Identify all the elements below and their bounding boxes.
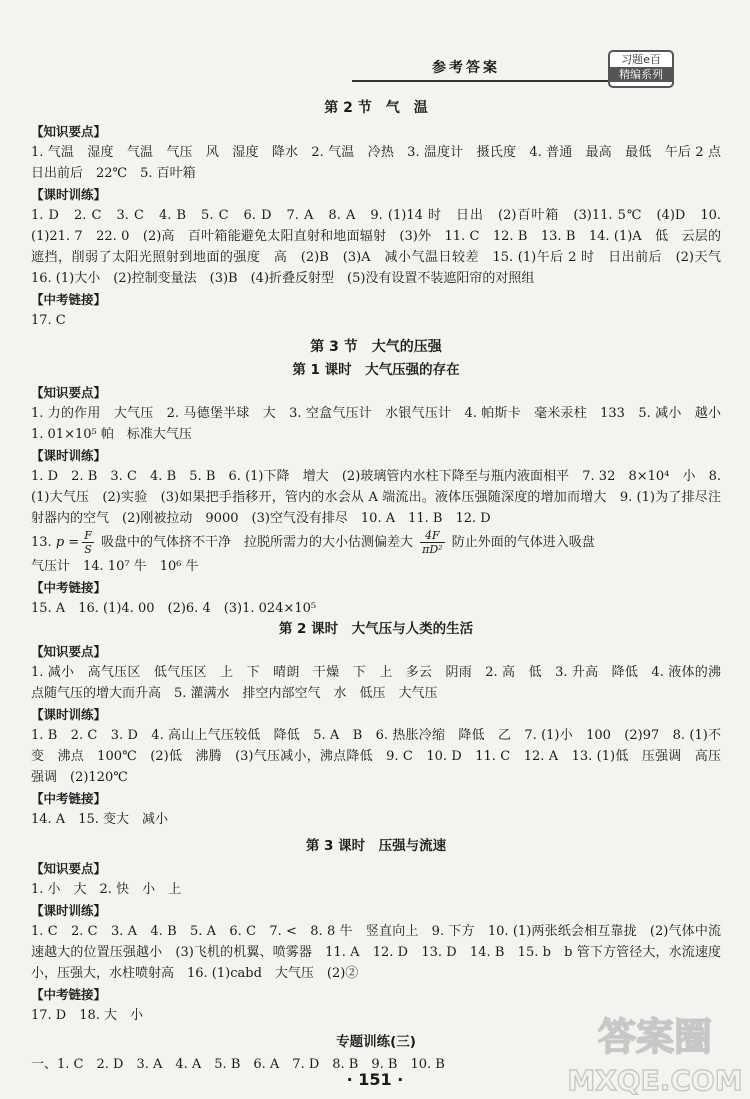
tag-exam-link: 【中考链接】 — [31, 987, 107, 1002]
lesson-training-answers: 1. C 2. C 3. A 4. B 5. A 6. C 7. < 8. 8 牛 竖直向上 9. 下方 10. (1)两张纸会相互靠拢 (2)气体中流速越大的位置压强越小 (3)飞机的机翼、喷雾器 11. A 12. D 13. D 14. B 15. b b 管下方管径大，水流速度小，压强大，水柱喷射高 16. (1)cabd 大气压 (2)② — [31, 924, 721, 981]
answer-content — [31, 98, 735, 1075]
exam-link-answers: 17. D 18. 大 小 — [31, 1008, 144, 1023]
header-title: 参考答案 — [432, 60, 500, 76]
page-header — [352, 52, 707, 84]
page-number: · 151 · — [346, 1070, 404, 1089]
fraction-4f-over-pi-d2 — [420, 529, 444, 556]
q13-purpose: 防止外面的气体进入吸盘 — [451, 535, 595, 550]
knowledge-points-answers: 1. 力的作用 大气压 2. 马德堡半球 大 3. 空盒气压计 水银气压计 4. 帕斯卡 毫米汞柱 133 5. 减小 越小 1. 01×10⁵ 帕 标准大气压 — [31, 406, 735, 442]
exam-link-answers: 14. A 15. 变大 减小 — [31, 812, 169, 827]
question-13-answer — [31, 529, 721, 556]
tag-lesson-training: 【课时训练】 — [31, 707, 107, 722]
question-13-tail: 气压计 14. 10⁷ 牛 10⁶ 牛 — [31, 559, 199, 574]
fraction-denominator: πD² — [422, 543, 443, 556]
header-rule — [352, 80, 610, 82]
special-training-answers: 一、1. C 2. D 3. A 4. A 5. B 6. A 7. D 8. B 9. B 10. B — [31, 1057, 445, 1072]
tag-lesson-training: 【课时训练】 — [31, 187, 107, 202]
lesson-training-answers: 1. B 2. C 3. D 4. 高山上气压较低 降低 5. A B 6. 热胀冷缩 降低 乙 7. (1)小 100 (2)97 8. (1)不变 沸点 100℃ (2)低 沸腾 (3)气压减小，沸点降低 9. C 10. D 11. C 12. A 13. (1)低 压强调 高压强调 (2)120℃ — [31, 728, 721, 785]
series-logo — [608, 50, 674, 88]
q13-reason: 吸盘中的气体挤不干净 拉脱所需力的大小估测偏差大 — [100, 535, 413, 550]
tag-knowledge-points: 【知识要点】 — [31, 385, 107, 400]
watermark-line1: 答案圈 — [597, 1015, 713, 1059]
knowledge-points-answers: 1. 减小 高气压区 低气压区 上 下 晴朗 干燥 下 上 多云 阴雨 2. 高 低 3. 升高 降低 4. 液体的沸点随气压的增大而升高 5. 灌满水 排空内部空气 水 低压 大气压 — [31, 665, 721, 701]
series-logo-line1: 习题e百 — [621, 53, 661, 66]
special-training-title: 专题训练(三) — [336, 1034, 416, 1050]
fraction-numerator: F — [84, 529, 92, 542]
section-title-temperature: 第 2 节 气 温 — [324, 100, 428, 116]
lesson-training-answers: 1. D 2. C 3. C 4. B 5. C 6. D 7. A 8. A 9. (1)14 时 日出 (2)百叶箱 (3)11. 5℃ (4)D 10. (1)21. 7 22. 0 (2)高 百叶箱能避免太阳直射和地面辐射 (3)外 11. C 12. B 13. B 14. (1)A 低 云层的遮挡，削弱了太阳光照射到地面的强度 高 (2)B (3)A 减小气温日较差 15. (1)午后 2 时 日出前后 (2)天气 16. (1)大小 (2)控制变量法 (3)B (4)折叠反射型 (5)没有设置不装遮阳帘的对照组 — [31, 208, 735, 286]
series-logo-line2: 精编系列 — [610, 67, 672, 82]
tag-exam-link: 【中考链接】 — [31, 580, 107, 595]
q13-equation: p = — [55, 535, 80, 550]
fraction-numerator: 4F — [420, 529, 444, 543]
lesson-title-2: 第 2 课时 大气压与人类的生活 — [278, 621, 474, 637]
section-title-atmospheric-pressure: 第 3 节 大气的压强 — [310, 339, 442, 355]
knowledge-points-answers: 1. 气温 湿度 气温 气压 风 湿度 降水 2. 气温 冷热 3. 温度计 摄氏度 4. 普通 最高 最低 午后 2 点 日出前后 22℃ 5. 百叶箱 — [31, 145, 735, 181]
fraction-denominator: S — [84, 543, 92, 556]
tag-exam-link: 【中考链接】 — [31, 791, 107, 806]
tag-lesson-training: 【课时训练】 — [31, 903, 107, 918]
lesson-title-1: 第 1 课时 大气压强的存在 — [292, 362, 460, 378]
q13-label: 13. — [31, 535, 52, 550]
watermark-line2: MXQE.COM — [567, 1064, 743, 1097]
tag-knowledge-points: 【知识要点】 — [31, 124, 107, 139]
exam-link-answers: 17. C — [31, 313, 66, 328]
watermark-logo — [560, 1000, 750, 1099]
tag-knowledge-points: 【知识要点】 — [31, 644, 107, 659]
exam-link-answers: 15. A 16. (1)4. 00 (2)6. 4 (3)1. 024×10⁵ — [31, 601, 317, 616]
lesson-title-3: 第 3 课时 压强与流速 — [305, 838, 447, 854]
fraction-f-over-s — [82, 529, 94, 556]
tag-knowledge-points: 【知识要点】 — [31, 861, 107, 876]
lesson-training-answers: 1. D 2. B 3. C 4. B 5. B 6. (1)下降 增大 (2)玻璃管内水柱下降至与瓶内液面相平 7. 32 8×10⁴ 小 8. (1)大气压 (2)实验 (3)如果把手指移开，管内的水会从 A 端流出。液体压强随深度的增加而增大 9. (1)为了排尽注射器内的空气 (2)刚被拉动 9000 (3)空气没有排尽 10. A 11. B 12. D — [31, 469, 721, 526]
tag-exam-link: 【中考链接】 — [31, 292, 107, 307]
tag-lesson-training: 【课时训练】 — [31, 448, 107, 463]
knowledge-points-answers: 1. 小 大 2. 快 小 上 — [31, 882, 182, 897]
